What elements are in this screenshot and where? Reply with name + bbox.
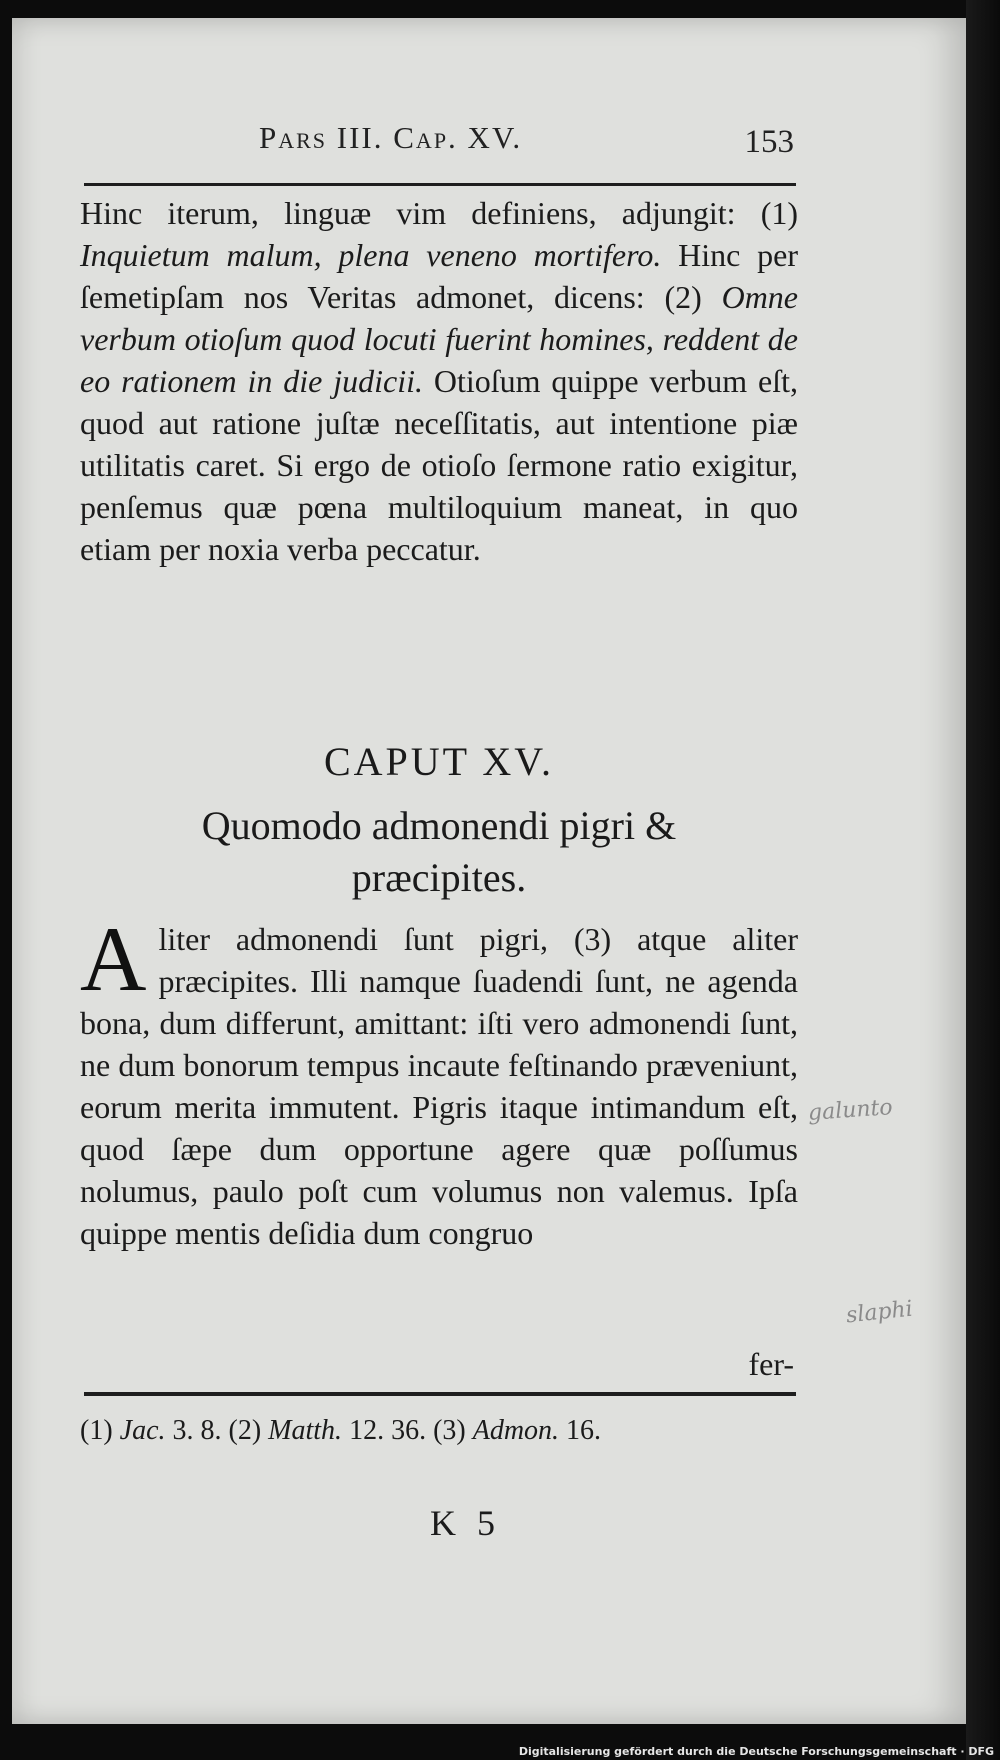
footnotes — [80, 1412, 798, 1450]
body-text-segment: Otioſum quippe verbum eſt, quod aut ratione juſtæ neceſſitatis, aut intentione piæ utilitatis caret. Si ergo de otioſo ſermone ratio exigitur, penſemus quæ pœna multiloquium maneat, in quo etiam per noxia verba peccatur. — [80, 363, 798, 567]
page-edge-shadow — [966, 0, 1000, 1760]
chapter-title-line: Quomodo admonendi pigri & — [201, 803, 677, 848]
signature-mark: K 5 — [430, 1503, 501, 1543]
chapter-title-line: præcipites. — [351, 855, 527, 900]
body-italic-quote: Omne verbum otioſum quod locuti fuerint homines, reddent de eo rationem in die judicii. — [80, 279, 798, 399]
footnote-loc: 16. — [559, 1415, 602, 1446]
chapter-title — [80, 800, 798, 904]
footnote-ref: Admon. — [472, 1415, 560, 1446]
running-head: Pars III. Cap. XV. — [259, 120, 523, 155]
page-header — [84, 120, 794, 160]
footnote-rule — [84, 1392, 796, 1396]
footnote-marker: (1) — [80, 1415, 120, 1446]
drop-cap: A — [80, 908, 147, 1010]
chapter-heading: CAPUT XV. — [323, 739, 555, 784]
header-rule — [84, 183, 796, 186]
handwritten-margin-note: galunto — [807, 1095, 894, 1126]
body-text-segment: Hinc iterum, linguæ vim definiens, adjungit: (1) — [80, 195, 798, 231]
body-italic-quote: Inquietum malum, plena veneno mortifero. — [80, 237, 662, 273]
body-text-segment: Hinc per ſemetipſam nos Veritas admonet, dicens: (2) — [80, 237, 799, 315]
footnote-ref: Jac. — [119, 1415, 166, 1446]
body-paragraph — [80, 192, 798, 570]
footnote-loc: 3. 8. (2) — [165, 1415, 269, 1446]
digitization-credit: Digitalisierung gefördert durch die Deutsche Forschungsgemeinschaft · DFG — [518, 1745, 994, 1758]
chapter-paragraph — [80, 908, 798, 1254]
footnote-loc: 12. 36. (3) — [342, 1415, 473, 1446]
footnote-ref: Matth. — [268, 1415, 343, 1446]
catchword: fer- — [748, 1346, 794, 1382]
chapter-text: liter admonendi ſunt pigri, (3) atque aliter præcipites. Illi namque ſuadendi ſunt, ne agenda bona, dum differunt, amittant: iſti vero admonendi ſunt, ne dum bonorum tempus incaute feſtinando præveniunt, eorum merita immutent. Pigris itaque intimandum eſt, quod ſæpe dum opportune agere quæ poſſumus nolumus, paulo poſt cum volumus non valemus. Ipſa quippe mentis deſidia dum congruo — [80, 921, 798, 1251]
page-number: 153 — [744, 124, 794, 160]
handwritten-margin-note: slaphi — [844, 1296, 914, 1329]
